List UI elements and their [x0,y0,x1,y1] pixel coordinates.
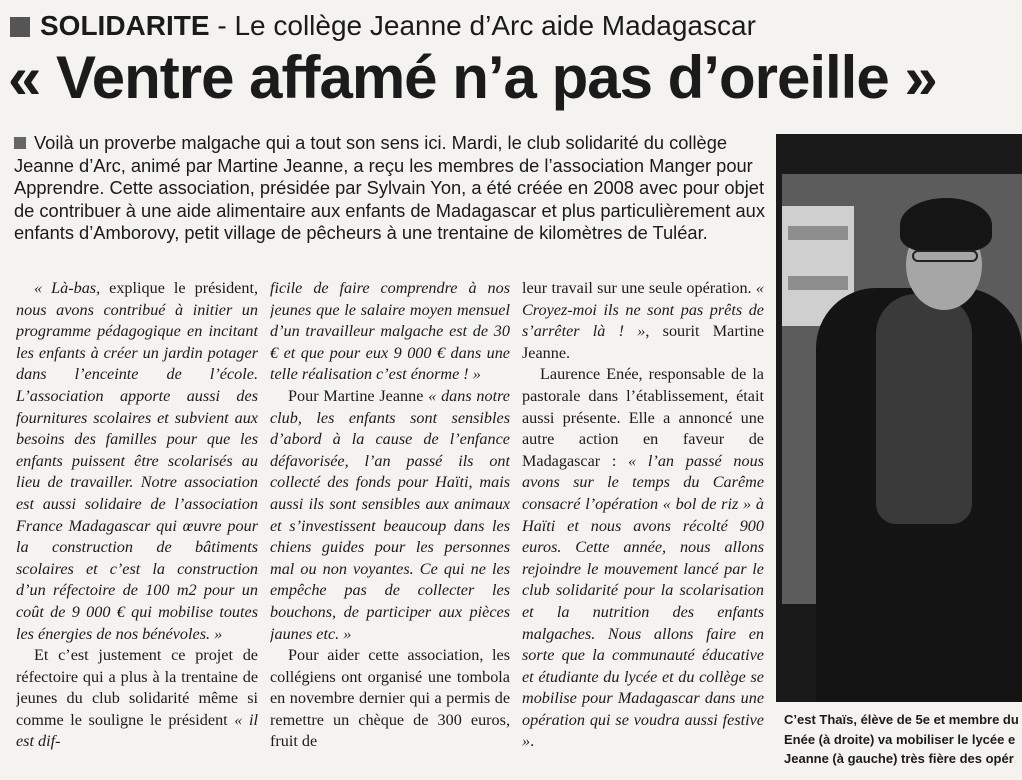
article-column-1 [16,278,258,772]
column-paragraph [270,645,510,753]
article-lead [14,132,768,272]
quote-text: « il est dif- [16,710,258,751]
photo-person [804,198,1022,702]
caption-line: C’est Thaïs, élève de 5e et membre du [784,712,1019,727]
article-headline: « Ventre affamé n’a pas d’oreille » [8,44,937,111]
kicker-label: SOLIDARITE [40,10,210,41]
column-paragraph [522,278,764,364]
column-paragraph [16,645,258,753]
quote-text: nous avons contribué à initier un programme pédagogique en incitant les enfants à créer un jardin potager dans l’enceinte de l’école. L’association apporte aussi des fournitures scolaires et subvient aux besoins des familles pour que les enfants puissent être scolarisés au lieu de travailler. Notre association est aussi solidaire de l’association France Madagascar qui œuvre pour la construction de bâtiments scolaires et c’est la construction d’un réfectoire de 100 m2 pour un coût de 9 000 € qui mobilise toutes les énergies de nos bénévoles. » [16,300,258,643]
quote-text: « Là-bas, [34,279,101,297]
body-text: explique le président, [100,279,258,297]
quote-text: « dans notre club, les enfants sont sensibles d’abord à la cause de l’enfance défavorisée, l’an passé ils ont collecté des fonds pour Haïti, mais aussi ils sont sensibles aux animaux et s’investissent beaucoup dans les chiens guides pour les personnes mal ou non voyantes. Ce qui ne les empêche pas de collecter les bouchons, de participer aux pièces jaunes etc. » [270,386,510,643]
column-paragraph [522,364,764,753]
column-paragraph [270,386,510,645]
quote-text: ficile de faire comprendre à nos jeunes que le salaire moyen mensuel d’un travailleur malgache est de 30 € et que pour eux 9 000 € dans une telle réalisation c’est énorme ! » [270,279,510,384]
body-text: Et c’est justement ce projet de réfectoire qui a plus à la trentaine de jeunes du club solidarité même si comme le souligne le président [16,646,258,729]
caption-line: Enée (à droite) va mobiliser le lycée e [784,731,1016,747]
article-column-3 [522,278,764,772]
photo-caption [784,710,1022,776]
body-text: leur travail sur une seule opération. [522,279,756,297]
body-text: Laurence Enée, responsable de la pastorale dans l’établissement, était aussi présente. Elle a annoncé une autre action en faveur de Madagascar : [522,365,764,470]
kicker-text: - Le collège Jeanne d’Arc aide Madagascar [209,10,756,41]
lead-square-bullet [14,137,26,149]
person-glasses [912,250,978,262]
quote-text: « l’an passé nous avons sur le temps du Carême consacré l’opération « bol de riz » à Haïti et nous avons récolté 900 euros. Cette année, nous allons rejoindre le mouvement lancé par le club solidarité pour la scolarisation et la nutrition des enfants malgaches. Nous allons faire en sorte que la communauté éducative et étudiante du lycée et du collège se mobilise pour Madagascar dans une opération qui se voudra aussi festive » [522,451,764,751]
kicker-square-bullet [10,17,30,37]
column-paragraph [270,278,510,386]
article-column-2 [270,278,510,772]
quote-text: « Croyez-moi ils ne sont pas prêts de s’arrêter là ! » [522,279,764,341]
person-scarf [876,294,972,524]
body-text: Pour aider cette association, les collégiens ont organisé une tombola en novembre dernier qui a permis de remettre un chèque de 300 euros, fruit de [270,646,510,751]
column-paragraph [16,278,258,645]
article-photo [776,134,1022,702]
caption-line: Jeanne (à gauche) très fière des opér [784,751,1014,767]
body-text: , sourit Martine Jeanne. [522,322,764,362]
lead-text: Voilà un proverbe malgache qui a tout son sens ici. Mardi, le club solidarité du collège Jeanne d’Arc, animé par Martine Jeanne, a reçu les membres de l’association Manger pour Apprendre. Cette association, présidée par Sylvain Yon, a été créée en 2008 avec pour objet de contribuer à une aide alimentaire aux enfants de Madagascar et plus particulièrement aux enfants d’Amborovy, petit village de pêcheurs à une trentaine de kilomètres de Tuléar. [14,132,765,244]
body-text: . [530,732,535,751]
person-hair [900,198,992,252]
body-text: Pour Martine Jeanne [288,386,429,405]
